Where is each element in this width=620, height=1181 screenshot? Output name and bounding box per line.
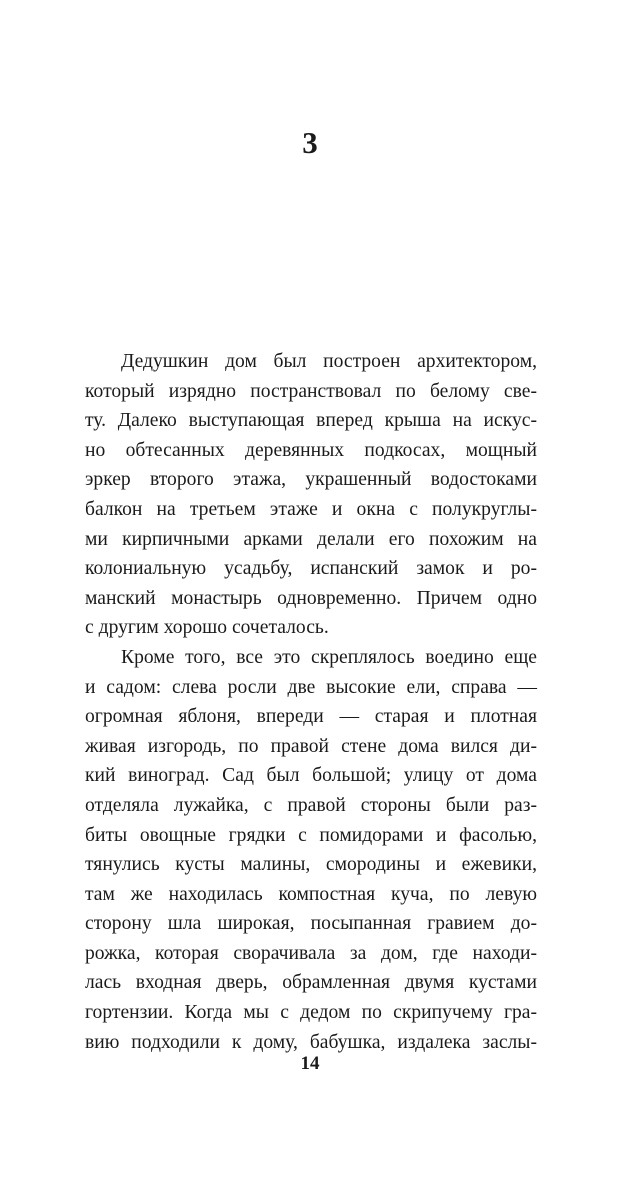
text-line: ту. Далеко выступающая вперед крыша на искус- [85, 410, 537, 432]
text-line: Кроме того, все это скреплялось воедино еще [121, 646, 537, 668]
text-line: но обтесанных деревянных подкосах, мощный [85, 439, 537, 461]
text-line: балкон на третьем этаже и окна с полукруглы- [85, 498, 537, 520]
text-line: там же находилась компостная куча, по левую [85, 883, 537, 905]
text-line: эркер второго этажа, украшенный водостоками [85, 469, 537, 491]
text-line: огромная яблоня, впереди — старая и плотная [85, 706, 537, 728]
text-line: сторону шла широкая, посыпанная гравием до- [85, 913, 537, 935]
text-line: ми кирпичными арками делали его похожим на [85, 528, 537, 550]
text-line: который изрядно постранствовал по белому све- [85, 380, 537, 402]
text-line: манский монастырь одновременно. Причем одно [85, 587, 537, 609]
text-line: вию подходили к дому, бабушка, издалека заслы- [85, 1031, 537, 1053]
chapter-number: 3 [302, 125, 318, 160]
text-line: тянулись кусты малины, смородины и ежевики, [85, 854, 537, 876]
text-line: и садом: слева росли две высокие ели, справа — [85, 676, 537, 698]
text-line: лась входная дверь, обрамленная двумя кустами [85, 972, 537, 994]
text-line: отделяла лужайка, с правой стороны были раз- [85, 794, 537, 816]
text-line: гортензии. Когда мы с дедом по скрипучему гра- [85, 1002, 537, 1024]
text-line: с другим хорошо сочеталось. [85, 617, 329, 639]
page-number: 14 [300, 1053, 320, 1074]
text-line: биты овощные грядки с помидорами и фасолью, [85, 824, 537, 846]
text-line: Дедушкин дом был построен архитектором, [121, 351, 537, 372]
body-text [85, 347, 537, 1057]
text-line: рожка, которая сворачивала за дом, где находи- [85, 942, 537, 964]
text-line: кий виноград. Сад был большой; улицу от дома [85, 765, 537, 787]
text-line: колониальную усадьбу, испанский замок и ро- [85, 558, 537, 580]
text-line: живая изгородь, по правой стене дома вился ди- [85, 735, 537, 757]
